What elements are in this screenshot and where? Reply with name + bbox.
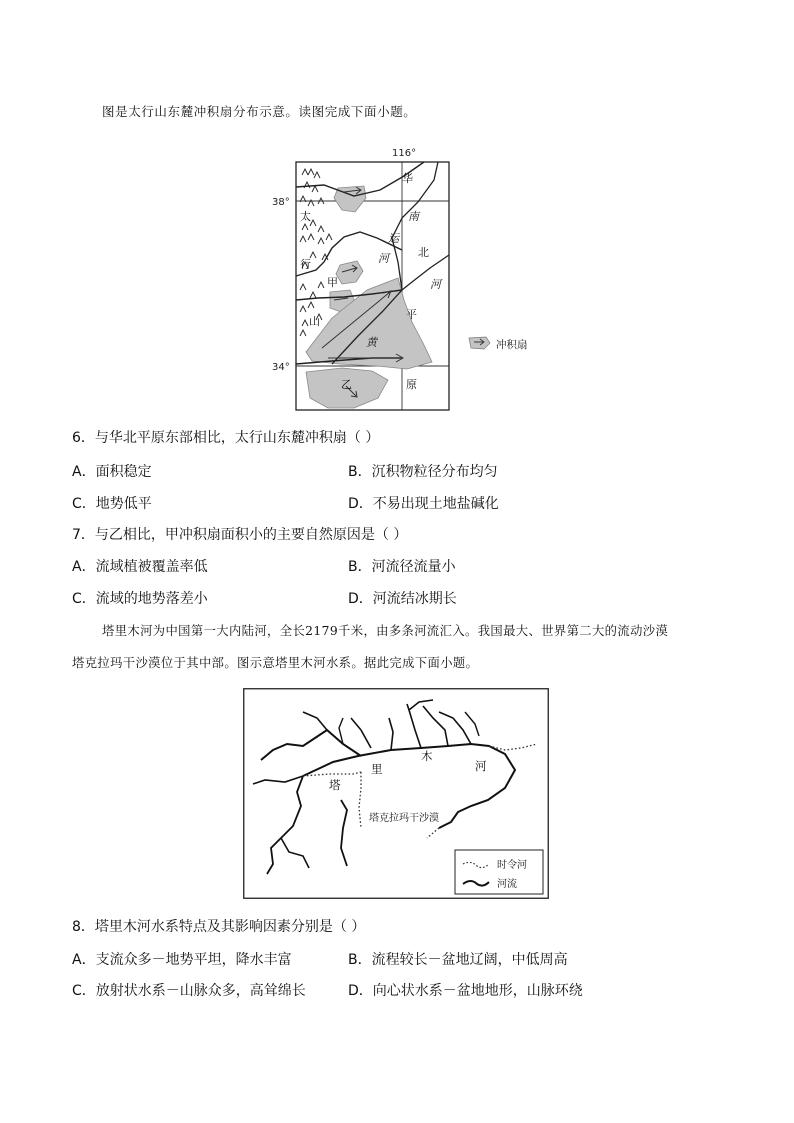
legend-seasonal-label: 时令河 [497,860,527,871]
lat-label-bottom: 34° [272,362,290,373]
river-char-he: 河 [430,278,441,291]
plain-char-2: 北 [418,246,429,259]
river-char-li: 里 [371,762,383,776]
q7-option-d[interactable]: D．河流结冰期长 [348,591,457,607]
river-char-mu: 木 [421,749,433,763]
mountain-icons [300,169,332,336]
fan-label-yi: 乙 [341,378,352,391]
river-char-huang: 黄 [366,336,377,349]
q6-option-c[interactable]: C．地势低平 [72,496,152,512]
q7-stem: 7．与乙相比，甲冲积扇面积小的主要自然原因是（ ） [72,527,408,543]
alluvial-fan-map [262,140,462,415]
lat-label-top: 38° [272,197,290,208]
mountain-char-1: 太 [300,210,311,223]
q6-option-a[interactable]: A．面积稳定 [72,464,152,480]
canal-char-3: 河 [378,252,389,265]
mountain-char-3: 山 [309,315,320,328]
q8-stem: 8．塔里木河水系特点及其影响因素分别是（ ） [72,919,366,935]
canal-char-2: 运 [388,232,399,245]
q8-option-c[interactable]: C．放射状水系－山脉众多，高耸绵长 [72,983,306,999]
plain-char-1: 华 [402,172,413,185]
intro-text-2-line1: 塔里木河为中国第一大内陆河，全长2179千米，由多条河流汇入。我国最大、世界第二大的流动沙漠 [102,624,669,638]
plain-char-3: 平 [406,308,417,321]
q8-option-b[interactable]: B．流程较长－盆地辽阔，中低周高 [348,952,568,968]
q6-option-b[interactable]: B．沉积物粒径分布均匀 [348,464,498,480]
q6-option-d[interactable]: D．不易出现土地盐碱化 [348,496,499,512]
mountain-char-2: 行 [300,258,311,271]
q8-option-a[interactable]: A．支流众多－地势平坦，降水丰富 [72,952,292,968]
intro-text-1: 图是太行山东麓冲积扇分布示意。读图完成下面小题。 [102,104,417,119]
desert-label: 塔克拉玛干沙漠 [369,813,439,824]
river-char-ta: 塔 [329,778,341,792]
q7-option-a[interactable]: A．流域植被覆盖率低 [72,559,208,575]
q6-stem: 6．与华北平原东部相比，太行山东麓冲积扇（ ） [72,430,380,446]
lon-label: 116° [392,148,417,159]
plain-char-4: 原 [406,378,417,391]
q7-option-c[interactable]: C．流域的地势落差小 [72,591,208,607]
fan-huanghe [306,278,432,369]
q8-option-d[interactable]: D．向心状水系－盆地地形，山脉环绕 [348,983,583,999]
fan-legend-icon [468,336,492,350]
river-char-he: 河 [475,759,487,773]
legend-river-label: 河流 [497,879,517,890]
fan-legend-label: 冲积扇 [496,339,528,351]
tarim-river-map [243,688,549,899]
fan-jia [336,261,363,284]
fan-label-jia: 甲 [327,276,338,289]
intro-text-2-line2: 塔克拉玛干沙漠位于其中部。图示意塔里木河水系。据此完成下面小题。 [72,656,479,670]
q7-option-b[interactable]: B．河流径流量小 [348,559,456,575]
canal-char-1: 南 [408,210,419,223]
